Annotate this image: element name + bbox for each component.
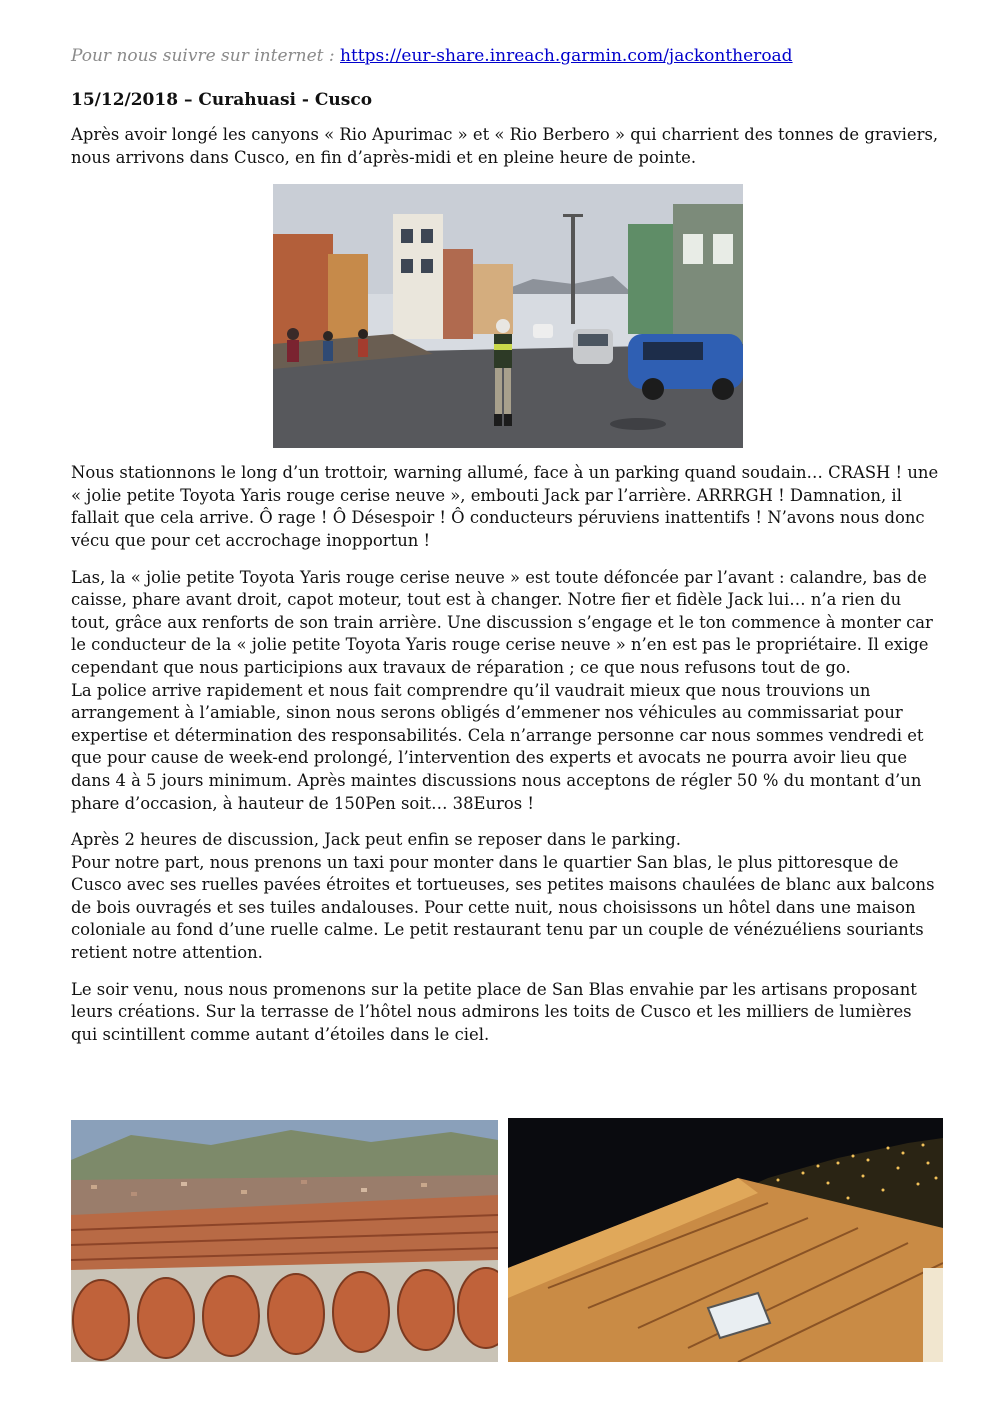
tracking-link[interactable]: https://eur-share.inreach.garmin.com/jackontheroad	[340, 46, 793, 66]
photo-row	[71, 1118, 943, 1362]
page-content	[71, 44, 943, 1046]
roof-day-image	[71, 1120, 498, 1362]
paragraph-evening: Le soir venu, nous nous promenons sur la petite place de San Blas envahie par les artisans proposant leurs créations. Sur la terrasse de l’hôtel nous admirons les toits de Cusco et les milliers de lumières qui scintillent comme autant d’étoiles dans le ciel.	[71, 979, 917, 1044]
roof-day-photo	[71, 1120, 498, 1362]
roof-night-image	[508, 1118, 943, 1362]
follow-line	[71, 44, 943, 68]
paragraph-damage: Las, la « jolie petite Toyota Yaris rouge cerise neuve » est toute défoncée par l’avant : calandre, bas de caisse, phare avant droit, capot moteur, tout est à changer. Notre fier et fidèle Jack lui… n’a rien du tout, grâce aux renforts de son train arrière. Une discussion s’engage et le ton commence à monter car le conducteur de la « jolie petite Toyota Yaris rouge cerise neuve » n’en est pas le propriétaire. Il exige cependant que nous participions aux travaux de réparation ; ce que nous refusons tout de go.	[71, 567, 933, 677]
entry-title: 15/12/2018 – Curahuasi - Cusco	[71, 90, 373, 110]
cusco-street-image	[273, 184, 743, 448]
paragraph-parking: Après 2 heures de discussion, Jack peut enfin se reposer dans le parking.	[71, 830, 681, 850]
paragraph-san-blas: Pour notre part, nous prenons un taxi pour monter dans le quartier San blas, le plus pittoresque de Cusco avec ses ruelles pavées étroites et tortueuses, ses petites maisons chaulées de blanc aux balcons de bois ouvragés et ses tuiles andalouses. Pour cette nuit, nous choisissons un hôtel dans une maison coloniale au fond d’une ruelle calme. Le petit restaurant tenu par un couple de vénézuéliens souriants retient notre attention.	[71, 852, 935, 963]
roof-night-photo	[508, 1118, 943, 1362]
follow-lead-text: Pour nous suivre sur internet :	[71, 46, 341, 66]
paragraph-intro: Après avoir longé les canyons « Rio Apurimac » et « Rio Berbero » qui charrient des tonnes de graviers, nous arrivons dans Cusco, en fin d’après-midi et en pleine heure de pointe.	[71, 125, 939, 167]
paragraph-police: La police arrive rapidement et nous fait comprendre qu’il vaudrait mieux que nous trouvions un arrangement à l’amiable, sinon nous serons obligés d’emmener nos véhicules au commissariat pour expertise et détermination des responsabilités. Cela n’arrange personne car nous sommes vendredi et que pour cause de week-end prolongé, l’intervention des experts et avocats ne pourra avoir lieu que dans 4 à 5 jours minimum. Après maintes discussions nous acceptons de régler 50 % du montant d’un phare d’occasion, à hauteur de 150Pen soit… 38Euros !	[71, 680, 924, 813]
cusco-street-photo	[273, 184, 743, 448]
paragraph-crash: Nous stationnons le long d’un trottoir, warning allumé, face à un parking quand soudain… CRASH ! une « jolie petite Toyota Yaris rouge cerise neuve », embouti Jack par l’arrière. ARRRGH ! Damnation, il fallait que cela arrive. Ô rage ! Ô Désespoir ! Ô conducteurs péruviens inattentifs ! N’avons nous donc vécu que pour cet accrochage inopportun !	[71, 463, 939, 550]
